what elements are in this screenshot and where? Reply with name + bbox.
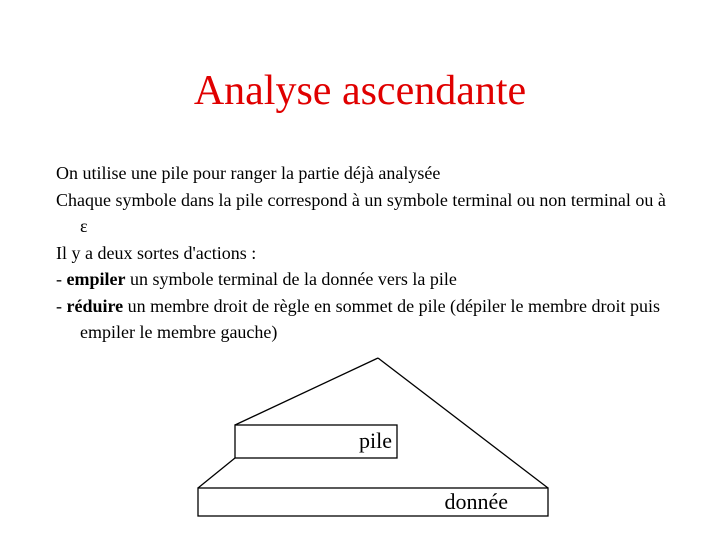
slide-title: Analyse ascendante bbox=[193, 68, 527, 114]
bullet-line-3: Il y a deux sortes d'actions : bbox=[56, 242, 257, 263]
dash: - bbox=[56, 295, 67, 316]
line-5-rest: un membre droit de règle en sommet de pile (dépiler le membre droit puis empiler le membre gauche) bbox=[80, 295, 660, 342]
dash: - bbox=[56, 269, 67, 289]
bullet-line-2: Chaque symbole dans la pile correspond à un symbole terminal ou non terminal ou à ε bbox=[56, 189, 666, 236]
bullet-line-1: On utilise une pile pour ranger la partie déjà analysée bbox=[56, 163, 441, 183]
connector-line bbox=[198, 458, 235, 488]
stack-label: pile bbox=[359, 428, 392, 453]
roof-left-line bbox=[235, 358, 378, 425]
roof-right-line bbox=[378, 358, 548, 488]
keyword-empiler: empiler bbox=[66, 269, 126, 289]
input-label: donnée bbox=[444, 489, 508, 514]
line-4-rest: un symbole terminal de la donnée vers la pile bbox=[125, 269, 457, 289]
keyword-reduire: réduire bbox=[66, 295, 124, 316]
